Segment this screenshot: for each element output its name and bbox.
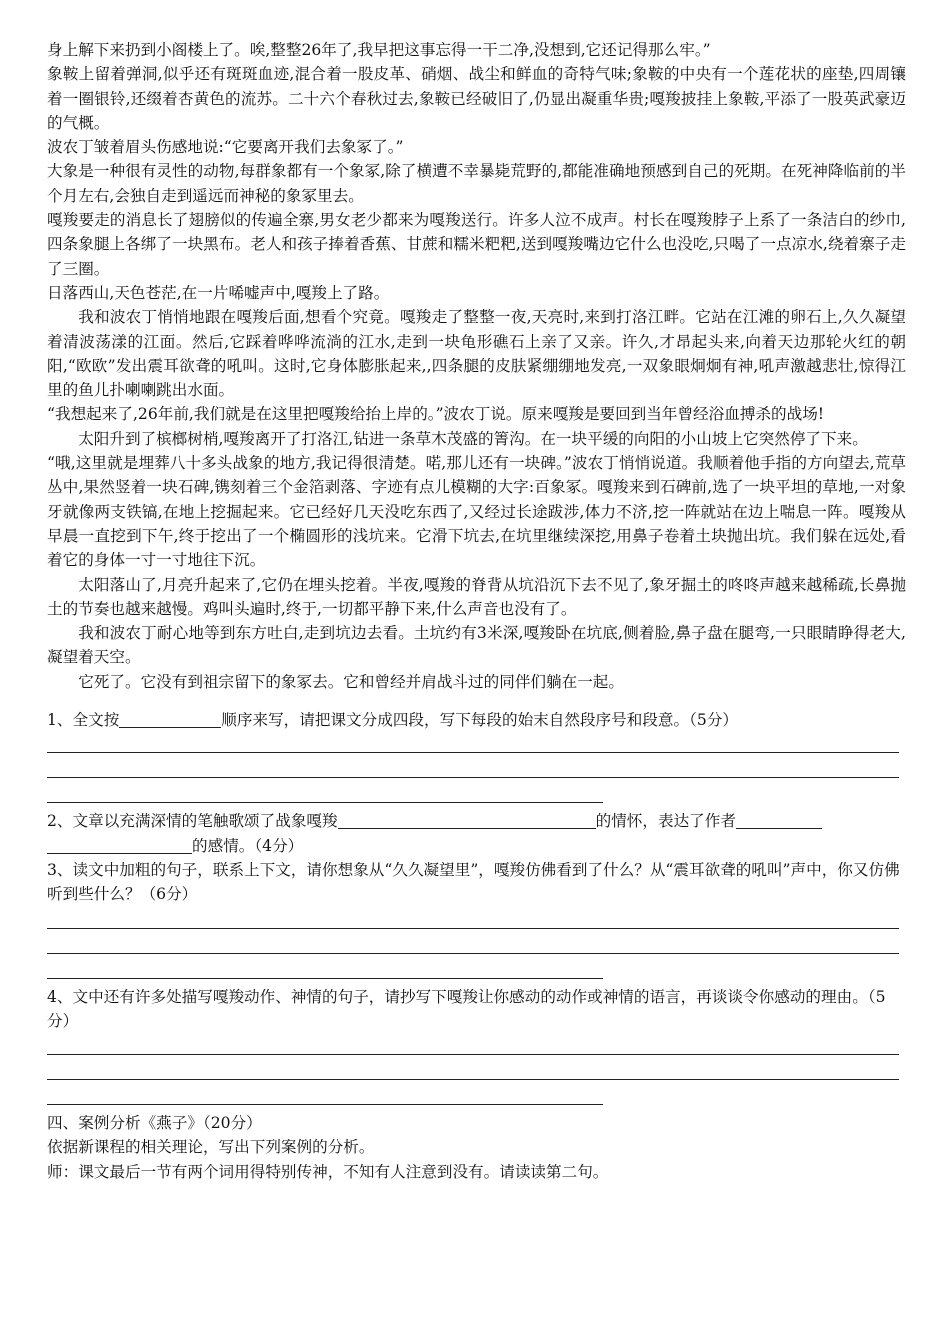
answer-line[interactable]	[47, 978, 603, 979]
question-1-answer-lines[interactable]	[47, 732, 906, 803]
passage-paragraph: 波农丁皱着眉头伤感地说:“它要离开我们去象冢了。”	[47, 138, 404, 157]
answer-line[interactable]	[47, 752, 899, 753]
question-4: 4、文中还有许多处描写嘎羧动作、神情的句子，请抄写下嘎羧让你感动的动作或神情的语言，再谈谈令你感动的理由。（5分）	[47, 987, 886, 1030]
answer-line[interactable]	[47, 777, 899, 778]
question-2-text-after: 的感情。（4分）	[192, 836, 304, 855]
question-2-text-before: 2、文章以充满深情的笔触歌颂了战象嘎羧	[47, 812, 338, 831]
question-3: 3、读文中加粗的句子，联系上下文，请你想象从“久久凝望里”，嘎羧仿佛看到了什么？从“震耳欲聋的吼叫”声中，你又仿佛听到些什么？（6分）	[47, 860, 900, 904]
answer-line[interactable]	[47, 1104, 603, 1105]
passage-paragraph: 我和波农丁耐心地等到东方吐白,走到坑边去看。土坑约有3米深,嘎羧卧在坑底,侧着脸,鼻子盘在腿弯,一只眼睛睁得老大,凝望着天空。	[47, 624, 906, 667]
answer-line[interactable]	[47, 1054, 899, 1055]
question-1	[47, 708, 906, 732]
passage-paragraph: 大象是一种很有灵性的动物,每群象都有一个象冢,除了横遭不幸暴毙荒野的,都能准确地预感到自己的死期。在死神降临前的半个月左右,会独自走到遥远而神秘的象冢里去。	[47, 162, 906, 205]
passage-paragraph: 太阳落山了,月亮升起来了,它仍在埋头挖着。半夜,嘎羧的脊背从坑沿沉下去不见了,象牙掘土的咚咚声越来越稀疏,长鼻抛土的节奏也越来越慢。鸡叫头遍时,终于,一切都平静下来,什么声音也没有了。	[47, 575, 906, 618]
question-1-text-after: 顺序来写，请把课文分成四段，写下每段的始末自然段序号和段意。（5分）	[221, 711, 739, 730]
question-1-answer-blank[interactable]	[119, 711, 221, 728]
question-2	[47, 809, 906, 858]
question-2-text-middle: 的情怀，表达了作者	[595, 812, 736, 831]
section-4-teacher-line: 师：课文最后一节有两个词用得特别传神，不知有人注意到没有。请读读第二句。	[47, 1162, 609, 1181]
question-1-text-before: 1、全文按	[47, 711, 120, 730]
passage-paragraph: 它死了。它没有到祖宗留下的象冢去。它和曾经并肩战斗过的同伴们躺在一起。	[78, 672, 624, 691]
passage-paragraph: “哦,这里就是埋葬八十多头战象的地方,我记得很清楚。喏,那儿还有一块碑。”波农丁悄悄说道。我顺着他手指的方向望去,荒草丛中,果然竖着一块石碑,镌刻着三个金箔剥落、字迹有点儿模糊的大字:百象冢。嘎羧来到石碑前,选了一块平坦的草地,一对象牙就像两支铁镐,在地上挖掘起来。它已经好几天没吃东西了,又经过长途跋涉,体力不济,挖一阵就站在边上喘息一阵。嘎羧从早晨一直挖到下午,终于挖出了一个椭圆形的浅坑来。它滑下坑去,在坑里继续深挖,用鼻子卷着土块抛出坑。我们躲在远处,看着它的身体一寸一寸地往下沉。	[47, 454, 906, 570]
passage-paragraph: 我和波农丁悄悄地跟在嘎羧后面,想看个究竟。嘎羧走了整整一夜,天亮时,来到打洛江畔。它站在江滩的卵石上,久久凝望着清波荡漾的江面。然后,它踩着哗哗流淌的江水,走到一块龟形礁石上亲了又亲。许久,才昂起头来,向着天边那轮火红的朝阳,“欧欧”发出震耳欲聋的吼叫。这时,它身体膨胀起来,,四条腿的皮肤紧绷绷地发亮,一双象眼炯炯有神,吼声激越悲壮,惊得江里的鱼儿扑喇喇跳出水面。	[47, 308, 906, 400]
answer-line[interactable]	[47, 953, 899, 954]
passage-paragraph: 日落西山,天色苍茫,在一片唏嘘声中,嘎羧上了路。	[47, 283, 390, 302]
question-4-answer-lines[interactable]	[47, 1033, 906, 1105]
question-2-blank-2[interactable]	[736, 812, 822, 829]
passage-paragraph: 太阳升到了槟榔树梢,嘎羧离开了打洛江,钻进一条草木茂盛的箐沟。在一块平缓的向阳的小山坡上它突然停了下来。	[78, 429, 868, 448]
reading-passage	[47, 38, 906, 694]
answer-line[interactable]	[47, 802, 603, 803]
section-4-heading: 四、案例分析《燕子》（20分）	[47, 1114, 262, 1133]
answer-line[interactable]	[47, 928, 899, 929]
passage-paragraph: “我想起来了,26年前,我们就是在这里把嘎羧给抬上岸的。”波农丁说。原来嘎羧是要回到当年曾经浴血搏杀的战场!	[47, 405, 825, 424]
passage-paragraph: 象鞍上留着弹洞,似乎还有斑斑血迹,混合着一股皮革、硝烟、战尘和鲜血的奇特气味;象鞍的中央有一个莲花状的座垫,四周镶着一圈银铃,还缀着杏黄色的流苏。二十六个春秋过去,象鞍已经破旧了,仍显出凝重华贵;嘎羧披挂上象鞍,平添了一股英武豪迈的气概。	[47, 65, 906, 132]
passage-paragraph: 嘎羧要走的消息长了翅膀似的传遍全寨,男女老少都来为嘎羧送行。许多人泣不成声。村长在嘎羧脖子上系了一条洁白的纱巾,四条象腿上各绑了一块黑布。老人和孩子捧着香蕉、甘蔗和糯米粑粑,送到嘎羧嘴边它什么也没吃,只喝了一点凉水,绕着寨子走了三圈。	[47, 211, 906, 278]
answer-line[interactable]	[47, 1079, 899, 1080]
question-2-blank-1[interactable]	[338, 812, 596, 829]
section-4-instruction: 依据新课程的相关理论，写出下列案例的分析。	[47, 1138, 375, 1157]
passage-paragraph: 身上解下来扔到小阁楼上了。唉,整整26年了,我早把这事忘得一干二净,没想到,它还记得那么牢。”	[47, 41, 711, 59]
question-3-answer-lines[interactable]	[47, 907, 906, 979]
question-2-blank-2-continued[interactable]	[47, 837, 192, 854]
